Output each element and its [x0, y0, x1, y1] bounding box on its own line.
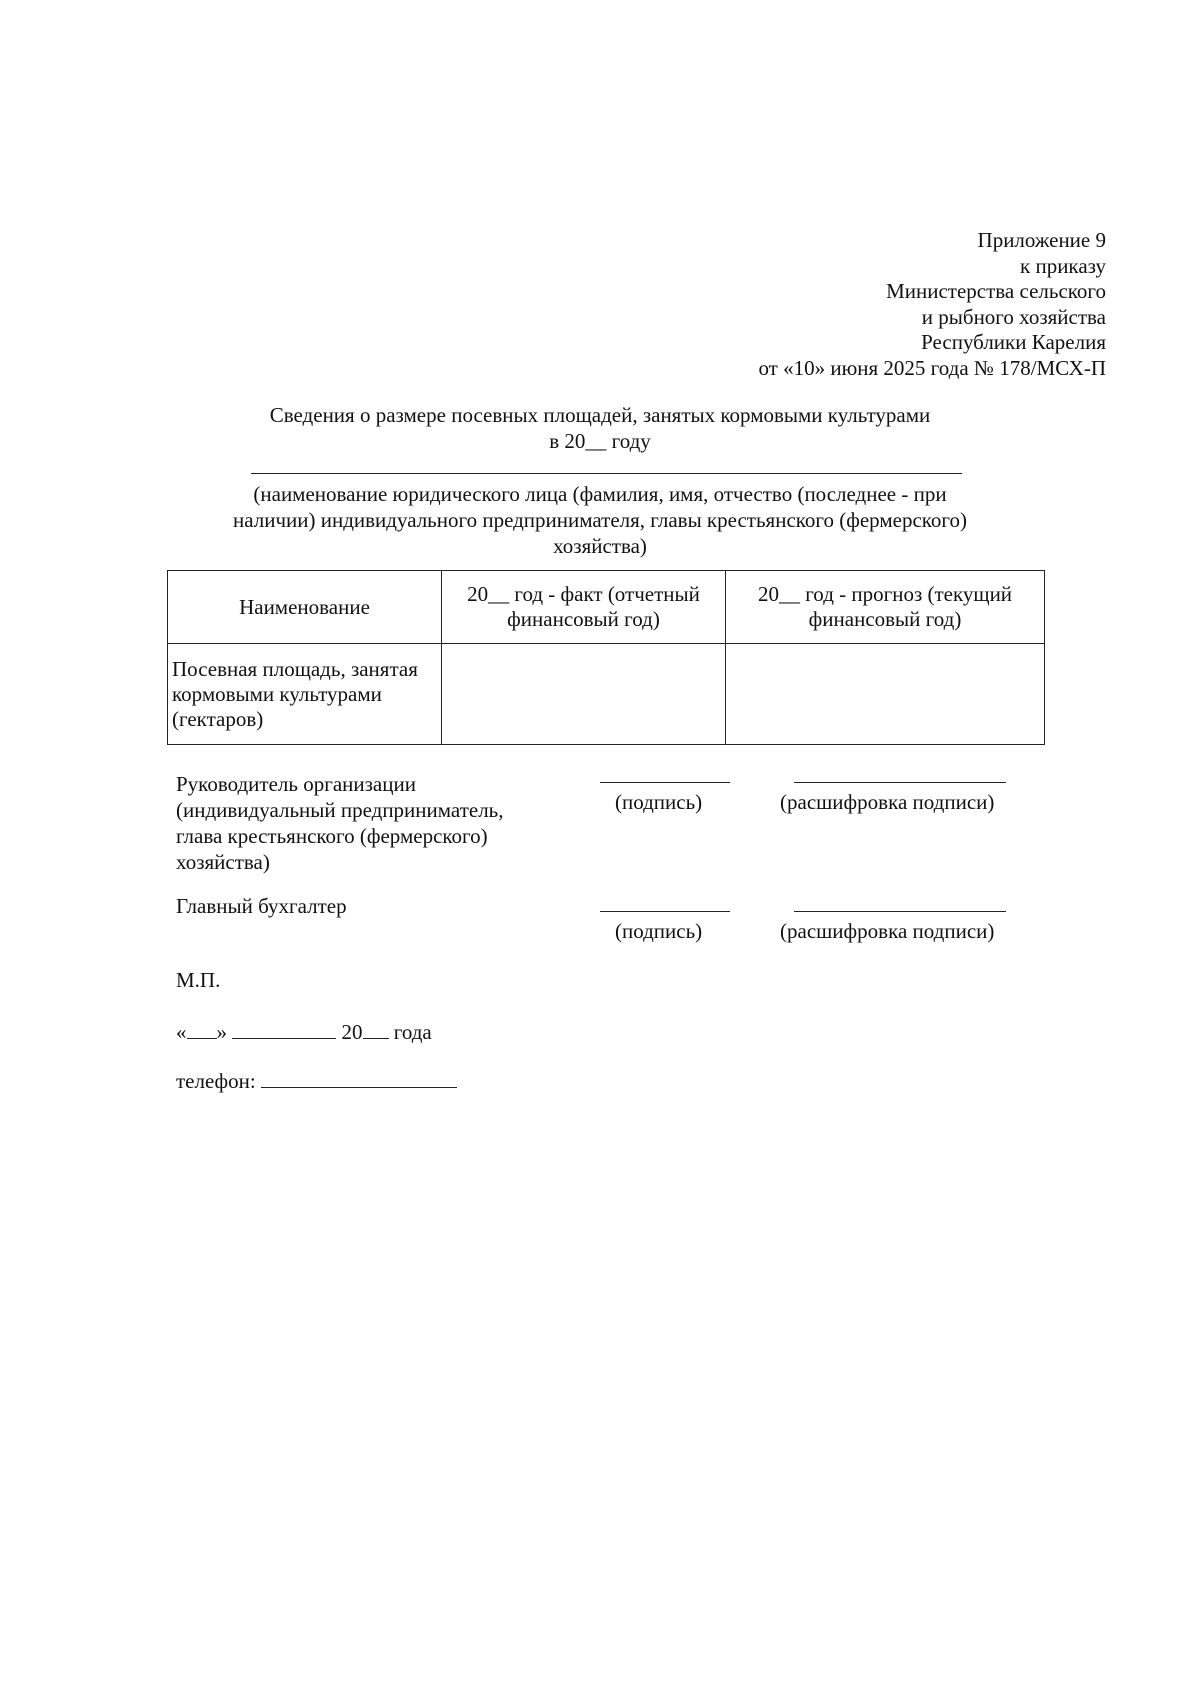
- appendix-line: Приложение 9: [977, 228, 1106, 252]
- row-label-cell: Посевная площадь, занятая кормовыми культурами (гектаров): [168, 644, 442, 745]
- head-signature-line[interactable]: [600, 782, 730, 783]
- caption-line: (наименование юридического лица (фамилия, имя, отчество (последнее - при: [253, 482, 947, 506]
- accountant-label: Главный бухгалтер: [176, 894, 347, 918]
- phone-line: [176, 1068, 457, 1094]
- header-cell-name: Наименование: [168, 571, 442, 644]
- appendix-line: к приказу: [1020, 253, 1106, 278]
- date-quote-close: »: [216, 1020, 227, 1044]
- header-cell-fact: 20__ год - факт (отчетный финансовый год): [442, 571, 726, 644]
- caption-line: хозяйства): [553, 534, 647, 558]
- head-signatory-label: [176, 771, 504, 875]
- signatory-line: хозяйства): [176, 850, 270, 874]
- title-line: Сведения о размере посевных площадей, занятых кормовыми культурами: [269, 403, 931, 427]
- accountant-decoding-line[interactable]: [794, 911, 1006, 912]
- signature-caption: (подпись): [615, 919, 703, 943]
- appendix-line: Министерства сельского: [886, 279, 1106, 303]
- decoding-caption: (расшифровка подписи): [780, 919, 995, 943]
- entity-name-field-line[interactable]: [251, 473, 962, 474]
- date-line: [176, 1019, 432, 1045]
- phone-label: телефон:: [176, 1069, 256, 1093]
- signatory-line: Руководитель организации: [176, 772, 416, 796]
- fact-value-cell[interactable]: [442, 644, 726, 745]
- table-row: [168, 644, 1045, 745]
- decoding-caption: (расшифровка подписи): [780, 790, 995, 814]
- header-cell-forecast: 20__ год - прогноз (текущий финансовый год): [726, 571, 1045, 644]
- sown-area-table: [167, 570, 1045, 745]
- caption-line: наличии) индивидуального предпринимателя, главы крестьянского (фермерского): [232, 508, 967, 532]
- date-year-prefix: 20: [341, 1020, 363, 1044]
- date-quote-open: «: [176, 1020, 187, 1044]
- entity-name-caption: [160, 481, 1040, 559]
- day-field[interactable]: [187, 1020, 217, 1039]
- appendix-line: Республики Карелия: [921, 330, 1106, 354]
- table-header-row: [168, 571, 1045, 644]
- appendix-line: и рыбного хозяйства: [921, 304, 1106, 329]
- appendix-header: [758, 228, 1106, 381]
- document-title: [0, 402, 1200, 454]
- title-line: в 20__ году: [549, 429, 651, 453]
- signatory-line: глава крестьянского (фермерского): [176, 824, 488, 848]
- appendix-line: от «10» июня 2025 года № 178/МСХ-П: [758, 355, 1106, 380]
- year-field[interactable]: [363, 1020, 389, 1039]
- month-field[interactable]: [232, 1020, 336, 1039]
- head-decoding-line[interactable]: [794, 782, 1006, 783]
- forecast-value-cell[interactable]: [726, 644, 1045, 745]
- signatory-line: (индивидуальный предприниматель,: [176, 798, 504, 822]
- signature-caption: (подпись): [615, 790, 703, 814]
- date-suffix: года: [393, 1020, 432, 1044]
- phone-field[interactable]: [261, 1069, 457, 1088]
- seal-label: М.П.: [176, 968, 221, 992]
- accountant-signature-line[interactable]: [600, 911, 730, 912]
